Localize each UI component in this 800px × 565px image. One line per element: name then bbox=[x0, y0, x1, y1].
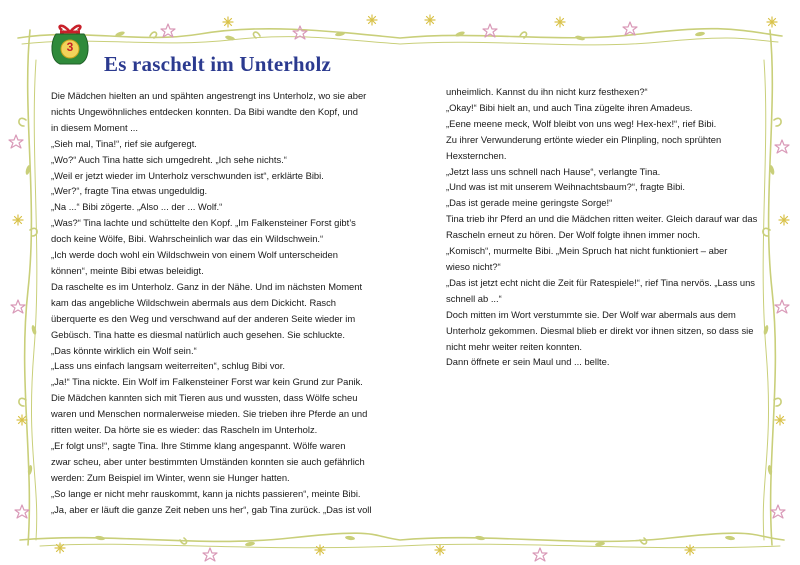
text-line: Die Mädchen kannten sich mit Tieren aus und wussten, dass Wölfe scheu bbox=[51, 392, 358, 404]
text-line: „Das ist jetzt echt nicht die Zeit für Ratespiele!“, rief Tina nervös. „Lass uns bbox=[446, 276, 755, 288]
text-line: Gebüsch. Tina hatte es diesmal natürlich auch gesehen. Sie schluckte. bbox=[51, 328, 345, 340]
text-line: zwar scheu, aber unter bestimmten Umständen konnten sie auch gefährlich bbox=[51, 455, 365, 467]
text-line: Rascheln erneut zu hören. Der Wolf folgte ihnen immer noch. bbox=[446, 229, 701, 241]
text-line: „Na ...“ Bibi zögerte. „Also ... der ... Wolf.“ bbox=[51, 201, 223, 213]
text-line: „Sieh mal, Tina!“, rief sie aufgeregt. bbox=[51, 137, 197, 149]
text-line: „Okay!“ Bibi hielt an, und auch Tina zügelte ihren Amadeus. bbox=[446, 101, 693, 113]
text-line: „Und was ist mit unserem Weihnachtsbaum?“, fragte Bibi. bbox=[446, 181, 685, 193]
text-line: „Wo?“ Auch Tina hatte sich umgedreht. „Ich sehe nichts.“ bbox=[51, 153, 287, 165]
text-line: „Lass uns einfach langsam weiterreiten“, schlug Bibi vor. bbox=[51, 360, 285, 372]
text-line: werden: Zum Beispiel im Winter, wenn sie Hunger hatten. bbox=[51, 471, 290, 483]
text-line: überquerte es den Weg und verschwand auf der anderen Seite wieder im bbox=[51, 312, 356, 324]
text-line: „Jetzt lass uns schnell nach Hause“, verlangte Tina. bbox=[446, 165, 661, 177]
right-page-text bbox=[446, 84, 760, 370]
text-line: unheimlich. Kannst du ihn nicht kurz festhexen?“ bbox=[446, 86, 648, 97]
text-line: „Weil er jetzt wieder im Unterholz verschwunden ist“, erklärte Bibi. bbox=[51, 169, 324, 181]
chapter-number: 3 bbox=[66, 40, 74, 54]
text-line: Zu ihrer Verwunderung ertönte wieder ein Plinpling, noch sprühten bbox=[446, 133, 722, 145]
text-line: „Ich werde doch wohl ein Wildschwein von einem Wolf unterscheiden bbox=[51, 249, 338, 261]
text-line: wieso nicht?“ bbox=[446, 260, 501, 272]
text-line: waren und Menschen normalerweise mieden. Sie trieben ihre Pferde an und bbox=[51, 408, 368, 420]
text-line: Hexsternchen. bbox=[446, 149, 507, 161]
chapter-title: Es raschelt im Unterholz bbox=[104, 52, 332, 76]
text-line: kam das angebliche Wildschwein abermals aus dem Dickicht. Rasch bbox=[51, 296, 337, 308]
text-line: „Wer?“, fragte Tina etwas ungeduldig. bbox=[51, 185, 208, 197]
text-line: schnell ab ...“ bbox=[446, 292, 502, 304]
text-line: „Was?“ Tina lachte und schüttelte den Kopf. „Im Falkensteiner Forst gibt’s bbox=[51, 217, 356, 229]
text-line: „So lange er nicht mehr rauskommt, kann ja nichts passieren“, meinte Bibi. bbox=[51, 487, 361, 499]
left-page-text bbox=[51, 88, 372, 517]
text-line: nichts Ungewöhnliches entdecken konnten. Da Bibi wandte den Kopf, und bbox=[51, 105, 358, 117]
text-line: „Komisch“, murmelte Bibi. „Mein Spruch hat nicht funktioniert – aber bbox=[446, 245, 728, 257]
text-line: „Das könnte wirklich ein Wolf sein.“ bbox=[51, 344, 197, 356]
text-line: in diesem Moment ... bbox=[51, 121, 139, 133]
text-line: Dann öffnete er sein Maul und ... bellte. bbox=[446, 356, 610, 368]
text-line: „Das ist gerade meine geringste Sorge!“ bbox=[446, 197, 613, 209]
text-line: doch keine Wölfe, Bibi. Wahrscheinlich war das ein Wildschwein.“ bbox=[51, 233, 324, 245]
text-line: können“, meinte Bibi etwas beleidigt. bbox=[51, 264, 204, 276]
text-line: Doch mitten im Wort verstummte sie. Der Wolf war abermals aus dem bbox=[446, 308, 736, 320]
text-line: „Ja, aber er läuft die ganze Zeit neben uns her“, gab Tina zurück. „Das ist voll bbox=[51, 503, 372, 515]
text-line: nicht mehr weiter reiten konnten. bbox=[446, 340, 583, 352]
text-line: „Ja!“ Tina nickte. Ein Wolf im Falkensteiner Forst war kein Grund zur Panik. bbox=[51, 376, 363, 388]
text-line: Die Mädchen hielten an und spähten angestrengt ins Unterholz, wo sie aber bbox=[51, 90, 367, 101]
text-line: Unterholz gekommen. Diesmal blieb er direkt vor ihnen sitzen, so dass sie bbox=[446, 324, 754, 336]
text-line: Da raschelte es im Unterholz. Ganz in der Nähe. Und im nächsten Moment bbox=[51, 280, 363, 292]
text-line: Tina trieb ihr Pferd an und die Mädchen ritten weiter. Gleich darauf war das bbox=[446, 213, 758, 225]
text-line: „Er folgt uns!“, sagte Tina. Ihre Stimme klang angespannt. Wölfe waren bbox=[51, 439, 346, 451]
text-line: ritten weiter. Da hörte sie es wieder: das Rascheln im Unterholz. bbox=[51, 424, 318, 436]
text-line: „Eene meene meck, Wolf bleibt von uns weg! Hex-hex!“, rief Bibi. bbox=[446, 117, 717, 129]
